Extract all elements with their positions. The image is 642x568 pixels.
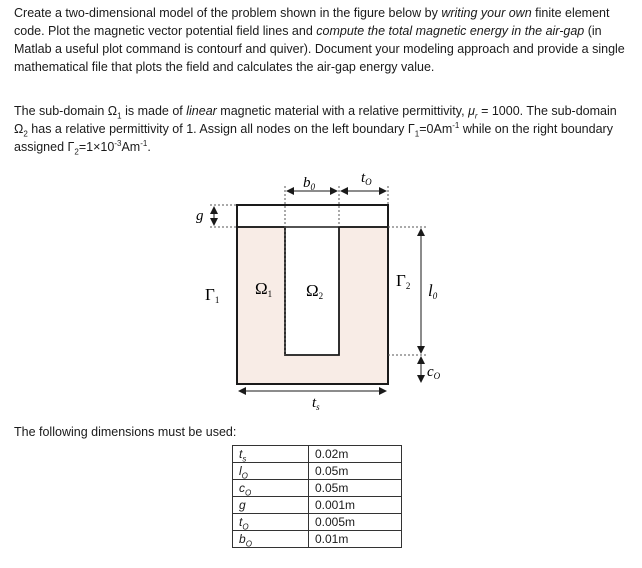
label-l0: l0 <box>428 281 438 301</box>
dimension-value: 0.001m <box>309 497 402 514</box>
table-row <box>233 463 402 480</box>
table-row <box>233 514 402 531</box>
dimension-value: 0.005m <box>309 514 402 531</box>
text-run: = 1000. The sub-domain Ω <box>14 104 617 136</box>
table-row <box>233 446 402 463</box>
symbol-subscript: O <box>241 471 248 481</box>
text-run: is made of <box>121 104 187 118</box>
symbol-subscript: s <box>242 454 247 464</box>
superscript: -1 <box>140 138 148 148</box>
table-row <box>233 497 402 514</box>
symbol-letter: c <box>239 481 245 495</box>
symbol-letter: t <box>239 447 243 461</box>
text-run: Create a two-dimensional model of the problem shown in the figure below by <box>14 6 442 20</box>
symbol-subscript: O <box>245 539 252 549</box>
label-t0: $t_O$ <box>361 170 372 187</box>
superscript: -1 <box>452 120 460 130</box>
dimension-value: 0.01m <box>309 531 402 548</box>
label-omega1: Ω1 <box>255 279 273 299</box>
symbol-letter: t <box>239 515 243 529</box>
text-run: while on the right boundary assigned Γ <box>14 122 613 154</box>
symbol-subscript: O <box>245 488 252 498</box>
text-run-emphasis: compute the total magnetic energy in the air-gap <box>316 24 585 38</box>
label-ts: $t_s$ <box>312 395 320 412</box>
subscript: 1 <box>414 129 420 139</box>
subscript: 2 <box>74 147 79 157</box>
table-row <box>233 531 402 548</box>
dimension-value: 0.05m <box>309 480 402 497</box>
dimension-value: 0.05m <box>309 463 402 480</box>
mu-symbol: μ <box>468 104 475 118</box>
superscript: -3 <box>114 138 122 148</box>
table-row <box>233 480 402 497</box>
label-c0: $c_O$ <box>427 364 441 381</box>
text-run: . <box>147 140 151 154</box>
label-gamma2: Γ2 <box>396 271 411 291</box>
text-run: has a relative permittivity of 1. Assign all nodes on the left boundary Γ <box>27 122 415 136</box>
subscript: 2 <box>23 129 28 139</box>
symbol-letter: g <box>239 498 246 512</box>
text-run: Am <box>121 140 141 154</box>
core-omega1 <box>237 227 388 384</box>
text-run: =1×10 <box>78 140 115 154</box>
dimension-symbol <box>233 514 309 531</box>
text-run: The sub-domain Ω <box>14 104 118 118</box>
text-run: =0Am <box>419 122 453 136</box>
dimensions-table <box>232 445 402 548</box>
label-omega2: Ω2 <box>306 281 324 301</box>
symbol-letter: b <box>239 532 246 546</box>
text-run: magnetic material with a relative permittivity, <box>216 104 469 118</box>
symbol-letter: l <box>239 464 242 478</box>
label-g: g <box>196 208 204 224</box>
text-run: finite element code. Plot the magnetic vector potential field lines and <box>14 6 610 38</box>
dimension-symbol <box>233 531 309 548</box>
symbol-subscript: O <box>242 522 249 532</box>
dimension-symbol <box>233 463 309 480</box>
subscript: r <box>474 111 478 121</box>
label-b0: $b_0$ <box>303 175 315 192</box>
dimension-symbol <box>233 480 309 497</box>
dimension-symbol <box>233 497 309 514</box>
dimensions-caption: The following dimensions must be used: <box>14 425 237 439</box>
dimension-symbol <box>233 446 309 463</box>
text-run: (in Matlab a useful plot command is contourf and quiver). Document your modeling approach and provide a single mathematical file that plots the field and calculates the air-gap energy value. <box>14 24 625 74</box>
dimension-value: 0.02m <box>309 446 402 463</box>
text-run-emphasis: writing your own <box>441 6 532 20</box>
subscript: 1 <box>117 111 122 121</box>
text-run-emphasis: linear <box>186 104 217 118</box>
label-gamma1: Γ1 <box>205 285 220 305</box>
